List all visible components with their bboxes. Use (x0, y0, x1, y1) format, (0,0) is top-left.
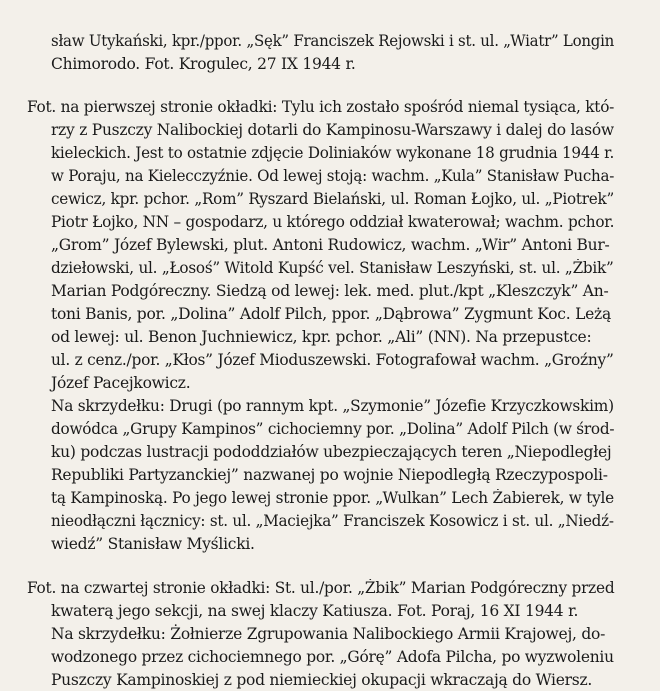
caption-first-flap-line: Na skrzydełku: Drugi (po rannym kpt. „Szymonie” Józefie Krzyczkowskim) (51, 397, 614, 415)
caption-fourth-flap-line: Puszczy Kampinoskiej z pod niemieckiej okupacji wkraczają do Wiersz. (51, 671, 593, 689)
caption-first-flap-line: Republiki Partyzanckiej” nazwanej po wojnie Niepodległą Rzeczypospoli- (51, 466, 608, 484)
caption-first-cover-line: Fot. na pierwszej stronie okładki: Tylu ich zostało spośród niemal tysiąca, któ- (27, 98, 615, 116)
caption-first-flap-line: dowódca „Grupy Kampinos” cichociemny por. „Dolina” Adolf Pilch (w środ- (51, 420, 615, 438)
caption-first-flap-line: ku) podczas lustracji pododdziałów ubezpieczających teren „Niepodległej (51, 443, 612, 461)
caption-first-cover-line: od lewej: ul. Benon Juchniewicz, kpr. pchor. „Ali” (NN). Na przepustce: (51, 328, 592, 346)
caption-fourth-cover-line: kwaterą jego sekcji, na swej klaczy Katiusza. Fot. Poraj, 16 XI 1944 r. (51, 602, 579, 620)
caption-first-cover-line: w Poraju, na Kielecczyźnie. Od lewej stoją: wachm. „Kula” Stanisław Pucha- (51, 167, 615, 185)
caption-first-cover-line: ul. z cenz./por. „Kłos” Józef Mioduszewski. Fotografował wachm. „Groźny” (51, 351, 614, 369)
caption-fourth-flap-line: Na skrzydełku: Żołnierze Zgrupowania Nalibockiego Armii Krajowej, do- (51, 625, 606, 643)
caption-first-cover-line: toni Banis, por. „Dolina” Adolf Pilch, ppor. „Dąbrowa” Zygmunt Koc. Leżą (51, 305, 611, 323)
caption-fourth-flap-line: wodzonego przez cichociemnego por. „Górę” Adofa Pilcha, po wyzwoleniu (51, 648, 614, 666)
caption-first-cover-line: Józef Pacejkowicz. (51, 374, 191, 392)
caption-first-flap-line: wiedź” Stanisław Myślicki. (51, 535, 255, 553)
caption-first-cover-line: dziełowski, ul. „Łosoś” Witold Kupść vel. Stanisław Leszyński, st. ul. „Żbik” (51, 259, 614, 277)
caption-first-cover-line: rzy z Puszczy Nalibockiej dotarli do Kampinosu-Warszawy i dalej do lasów (51, 121, 614, 139)
intro-line: sław Utykański, kpr./ppor. „Sęk” Franciszek Rejowski i st. ul. „Wiatr” Longin (51, 32, 615, 50)
caption-first-cover-line: cewicz, kpr. pchor. „Rom” Ryszard Bielański, ul. Roman Łojko, ul. „Piotrek” (51, 190, 614, 208)
caption-first-cover-line: kieleckich. Jest to ostatnie zdjęcie Doliniaków wykonane 18 grudnia 1944 r. (51, 144, 615, 162)
intro-line: Chimorodo. Fot. Krogulec, 27 IX 1944 r. (51, 55, 356, 73)
caption-first-cover-line: „Grom” Józef Bylewski, plut. Antoni Rudowicz, wachm. „Wir” Antoni Bur- (51, 236, 610, 254)
caption-first-flap-line: tą Kampinoską. Po jego lewej stronie ppor. „Wulkan” Lech Żabierek, w tyle (51, 489, 614, 507)
caption-first-flap-line: nieodłączni łącznicy: st. ul. „Maciejka” Franciszek Kosowicz i st. ul. „Niedź- (51, 512, 614, 530)
caption-fourth-cover-line: Fot. na czwartej stronie okładki: St. ul./por. „Żbik” Marian Podgóreczny przed (27, 579, 615, 597)
caption-first-cover-line: Marian Podgóreczny. Siedzą od lewej: lek. med. plut./kpt „Kleszczyk” An- (51, 282, 609, 300)
caption-first-cover-line: Piotr Łojko, NN – gospodarz, u którego oddział kwaterował; wachm. pchor. (51, 213, 615, 231)
